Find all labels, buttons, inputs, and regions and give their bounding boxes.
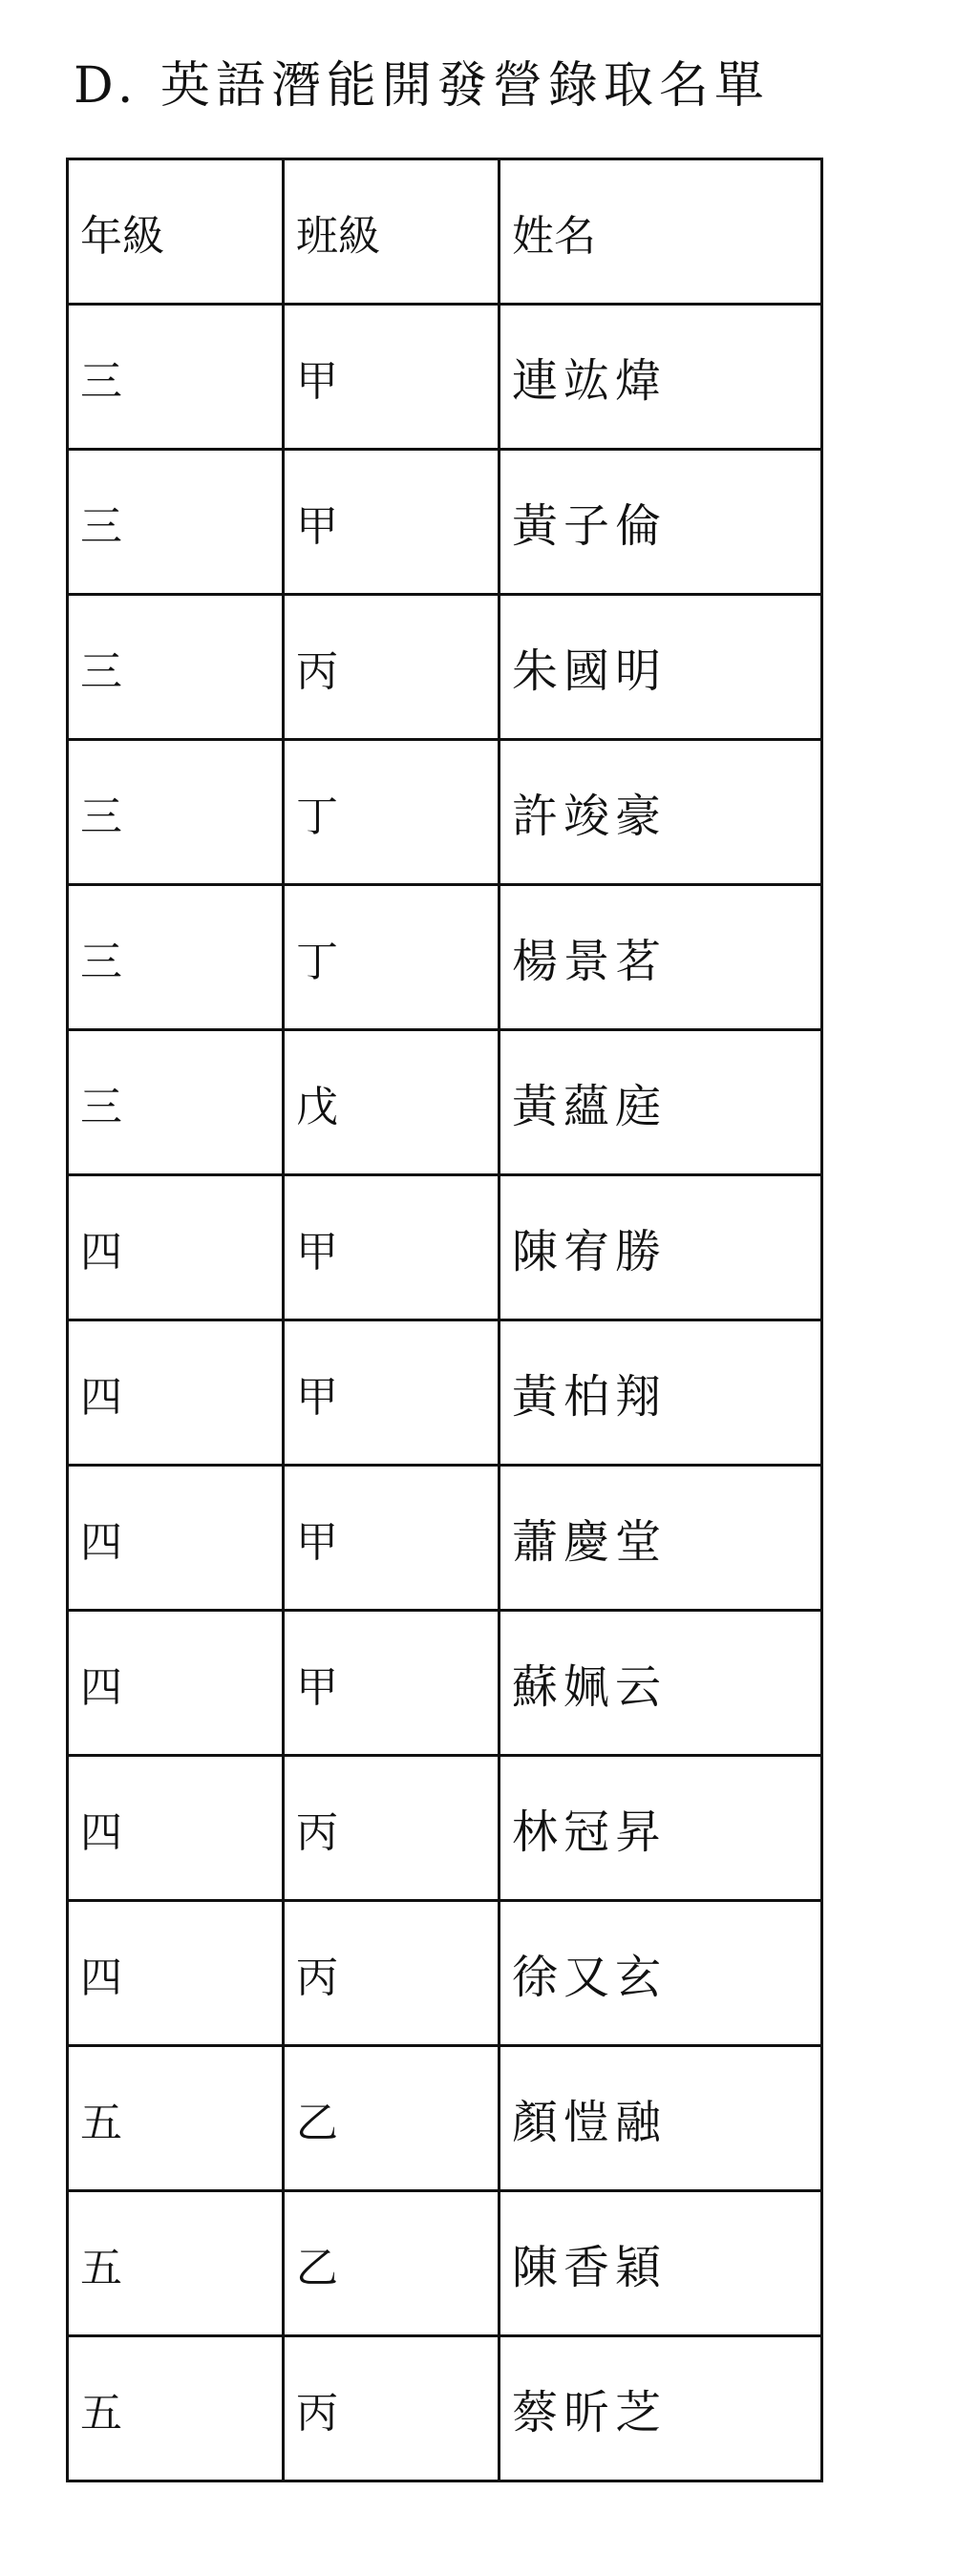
name-cell: 顏愷融: [500, 2046, 822, 2191]
name-cell: 蔡昕芝: [500, 2336, 822, 2481]
grade-cell: 四: [68, 1611, 284, 1756]
class-cell: 戊: [284, 1030, 500, 1175]
grade-cell: 三: [68, 1030, 284, 1175]
grade-cell: 四: [68, 1320, 284, 1466]
class-cell: 乙: [284, 2191, 500, 2336]
name-cell: 蘇姵云: [500, 1611, 822, 1756]
grade-column-header: 年級: [68, 159, 284, 305]
name-cell: 陳香穎: [500, 2191, 822, 2336]
class-cell: 丙: [284, 1901, 500, 2046]
table-row: [68, 1756, 822, 1901]
name-cell: 林冠昇: [500, 1756, 822, 1901]
grade-cell: 五: [68, 2336, 284, 2481]
document-title: D. 英語潛能開發營錄取名單: [74, 57, 770, 115]
name-cell: 黃子倫: [500, 450, 822, 595]
name-column-header: 姓名: [500, 159, 822, 305]
name-cell: 黃柏翔: [500, 1320, 822, 1466]
name-cell: 朱國明: [500, 595, 822, 740]
class-cell: 甲: [284, 1175, 500, 1320]
grade-cell: 三: [68, 595, 284, 740]
grade-cell: 五: [68, 2191, 284, 2336]
table-row: [68, 1030, 822, 1175]
name-cell: 蕭慶堂: [500, 1466, 822, 1611]
class-cell: 丙: [284, 595, 500, 740]
grade-cell: 四: [68, 1756, 284, 1901]
class-cell: 甲: [284, 450, 500, 595]
name-cell: 連竑煒: [500, 305, 822, 450]
grade-cell: 四: [68, 1175, 284, 1320]
grade-cell: 三: [68, 740, 284, 885]
grade-cell: 三: [68, 450, 284, 595]
table-row: [68, 1466, 822, 1611]
class-cell: 丁: [284, 885, 500, 1030]
grade-cell: 四: [68, 1466, 284, 1611]
table-row: [68, 2046, 822, 2191]
class-cell: 丁: [284, 740, 500, 885]
class-cell: 甲: [284, 1320, 500, 1466]
grade-cell: 五: [68, 2046, 284, 2191]
name-cell: 許竣豪: [500, 740, 822, 885]
grade-cell: 三: [68, 885, 284, 1030]
class-cell: 甲: [284, 1611, 500, 1756]
class-cell: 丙: [284, 2336, 500, 2481]
table-row: [68, 1175, 822, 1320]
table-row: [68, 740, 822, 885]
name-cell: 楊景茗: [500, 885, 822, 1030]
table-row: [68, 595, 822, 740]
class-cell: 甲: [284, 1466, 500, 1611]
class-cell: 甲: [284, 305, 500, 450]
class-cell: 乙: [284, 2046, 500, 2191]
name-cell: 黃蘊庭: [500, 1030, 822, 1175]
table-row: [68, 2191, 822, 2336]
table-row: [68, 1901, 822, 2046]
table-row: [68, 1320, 822, 1466]
table-row: [68, 885, 822, 1030]
class-column-header: 班級: [284, 159, 500, 305]
class-cell: 丙: [284, 1756, 500, 1901]
admission-list-table: [66, 158, 823, 2482]
grade-cell: 四: [68, 1901, 284, 2046]
table-row: [68, 2336, 822, 2481]
table-row: [68, 1611, 822, 1756]
table-row: [68, 450, 822, 595]
name-cell: 陳宥勝: [500, 1175, 822, 1320]
table-row: [68, 305, 822, 450]
grade-cell: 三: [68, 305, 284, 450]
table-header-row: [68, 159, 822, 305]
name-cell: 徐又玄: [500, 1901, 822, 2046]
